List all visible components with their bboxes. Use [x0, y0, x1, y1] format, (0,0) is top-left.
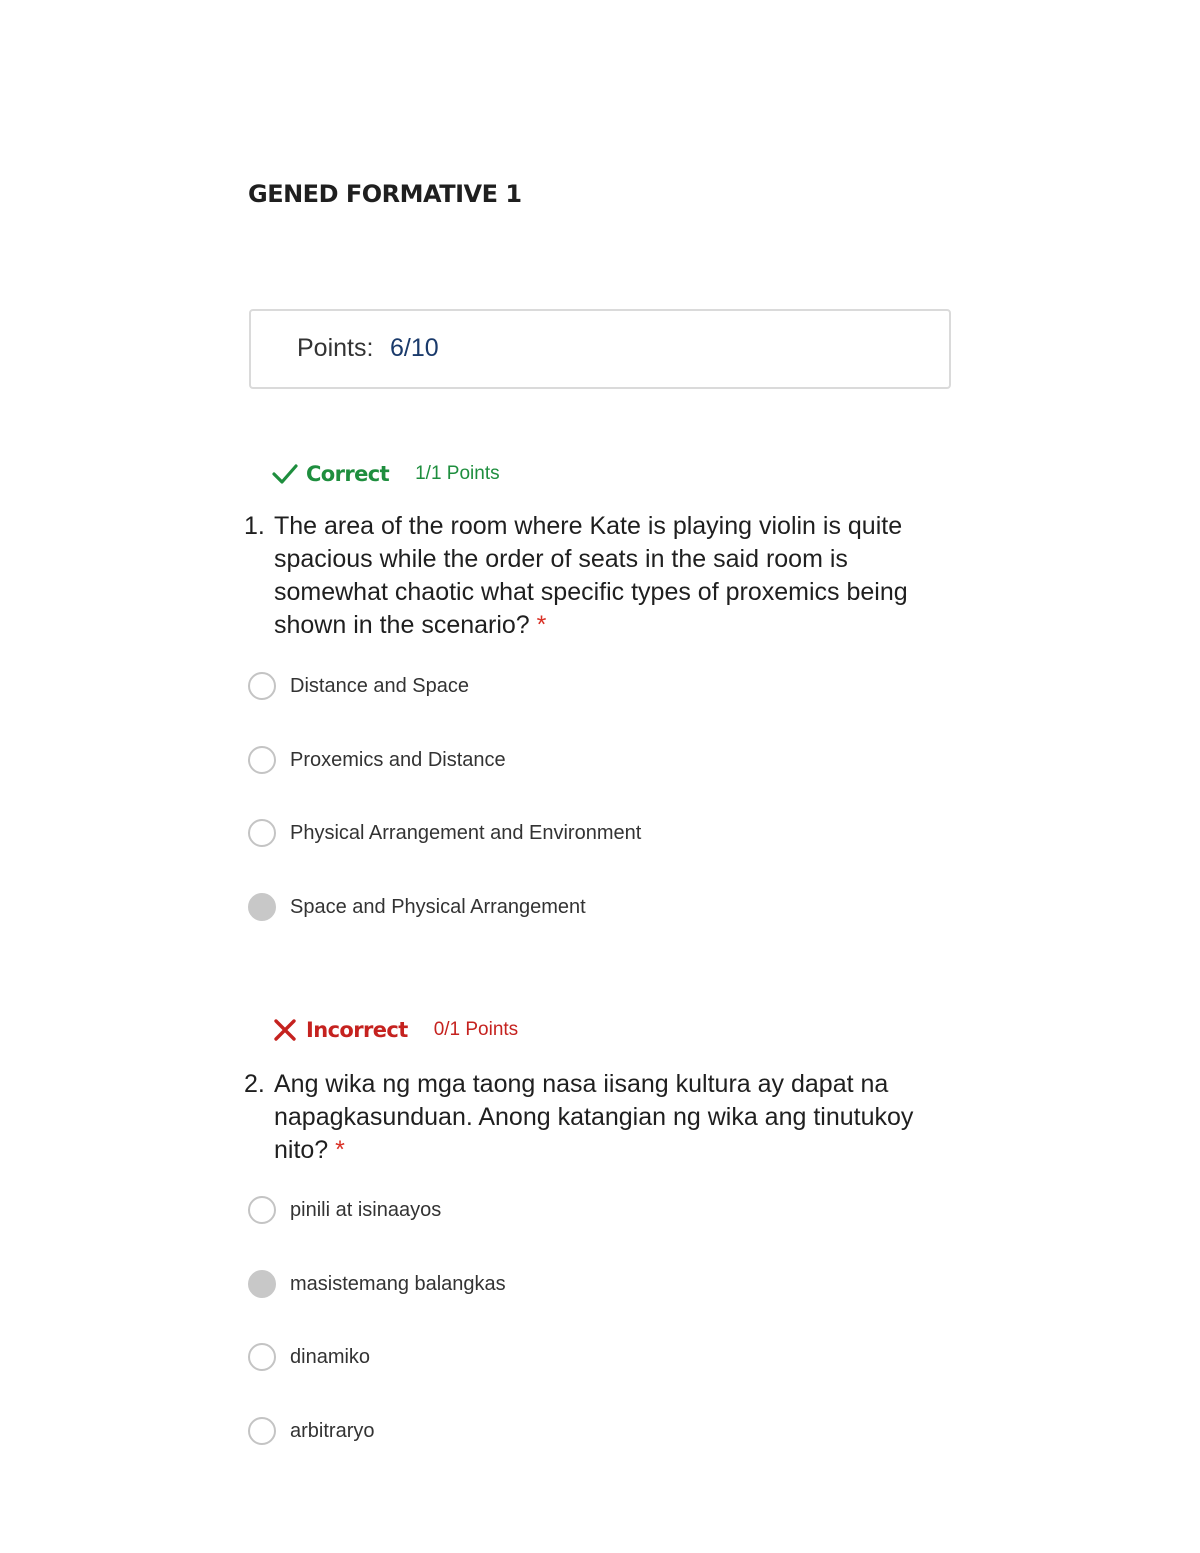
question-1-status	[272, 459, 500, 489]
radio-button[interactable]	[248, 1196, 276, 1224]
radio-button[interactable]	[248, 1417, 276, 1445]
question-2	[244, 1068, 934, 1167]
radio-button[interactable]	[248, 746, 276, 774]
option-label: Physical Arrangement and Environment	[290, 821, 642, 844]
option[interactable]	[248, 1267, 506, 1301]
option-label: Distance and Space	[290, 674, 470, 697]
option[interactable]	[248, 1193, 441, 1227]
option-label: dinamiko	[290, 1345, 371, 1368]
required-mark: *	[335, 1136, 345, 1164]
radio-button[interactable]	[248, 1343, 276, 1371]
radio-button-selected[interactable]	[248, 1270, 276, 1298]
question-number: 2.	[244, 1070, 265, 1098]
question-text: Ang wika ng mga taong nasa iisang kultura ay dapat na napagkasunduan. Anong katangian ng wika ang tinutukoy nito?	[274, 1070, 914, 1164]
radio-button[interactable]	[248, 672, 276, 700]
option[interactable]	[248, 743, 506, 777]
option[interactable]	[248, 890, 586, 924]
option[interactable]	[248, 816, 641, 850]
option[interactable]	[248, 1340, 370, 1374]
cross-icon	[272, 1017, 298, 1043]
required-mark: *	[536, 611, 547, 639]
option-label: Proxemics and Distance	[290, 748, 506, 771]
option-label: masistemang balangkas	[290, 1272, 506, 1295]
question-2-status	[272, 1015, 518, 1045]
option[interactable]	[248, 669, 469, 703]
option-label: pinili at isinaayos	[290, 1198, 442, 1221]
question-number: 1.	[244, 512, 265, 540]
option[interactable]	[248, 1414, 374, 1448]
status-label: Correct	[306, 462, 390, 486]
question-text: The area of the room where Kate is playing violin is quite spacious while the order of seats in the said room is somewhat chaotic what specific types of proxemics being shown in the scenario?	[274, 512, 908, 639]
page-title: GENED FORMATIVE 1	[248, 180, 522, 208]
check-icon	[272, 461, 298, 487]
status-label: Incorrect	[306, 1018, 408, 1042]
option-label: Space and Physical Arrangement	[290, 895, 586, 918]
radio-button[interactable]	[248, 819, 276, 847]
radio-button-selected[interactable]	[248, 893, 276, 921]
question-1	[244, 510, 934, 642]
option-label: arbitraryo	[290, 1419, 375, 1442]
score-label: Points:	[297, 334, 374, 362]
question-points: 0/1 Points	[433, 1019, 519, 1040]
score-value: 6/10	[390, 334, 439, 362]
score-box	[249, 309, 951, 389]
question-points: 1/1 Points	[415, 463, 500, 484]
